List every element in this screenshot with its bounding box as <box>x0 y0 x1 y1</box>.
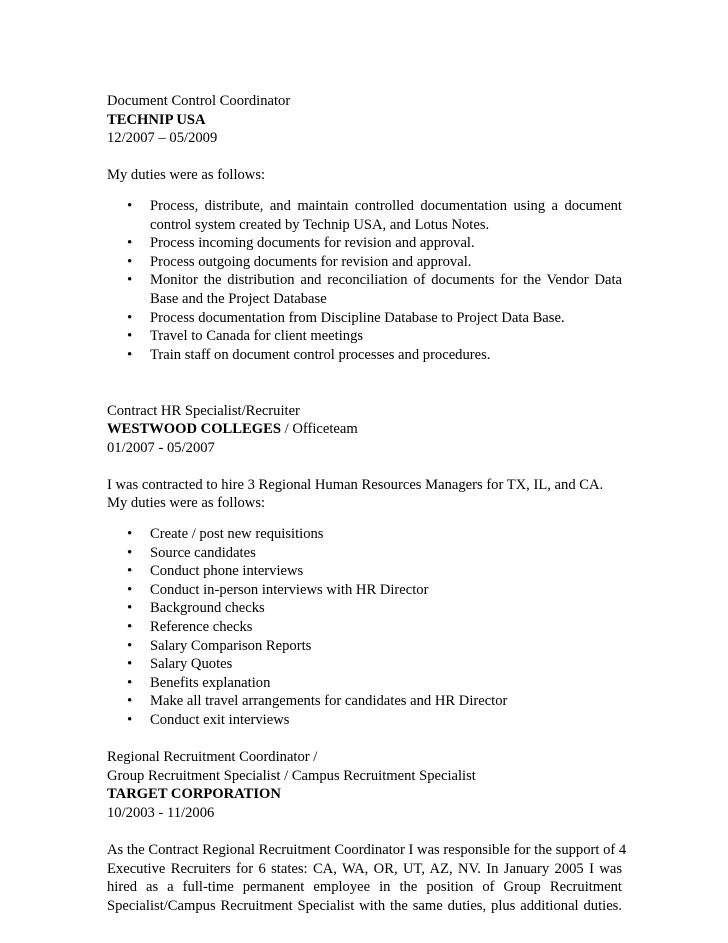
bullet-icon: • <box>127 544 133 561</box>
bullet-icon: • <box>127 526 133 543</box>
bullet-icon: • <box>127 656 133 673</box>
bullet-icon: • <box>127 346 133 363</box>
list-item: • Reference checks <box>127 619 253 636</box>
list-item: • Salary Quotes <box>127 656 233 673</box>
bullet-icon: • <box>127 235 133 252</box>
list-item: • Process outgoing documents for revision and approval. <box>127 253 472 270</box>
list-item: • Source candidates <box>127 544 256 561</box>
list-item: • Conduct in-person interviews with HR Director <box>127 581 429 598</box>
bullet-icon: • <box>127 253 133 270</box>
job3-dates: 10/2003 - 11/2006 <box>107 804 215 821</box>
bullet-icon: • <box>127 272 133 289</box>
bullet-icon: • <box>127 309 133 326</box>
bullet-icon: • <box>127 712 133 728</box>
job1-duties-list <box>107 197 622 364</box>
job3-title: Regional Recruitment Coordinator / <box>107 749 318 766</box>
list-item: • Background checks <box>127 600 265 617</box>
bullet-icon: • <box>127 600 133 617</box>
job3-company: TARGET CORPORATION <box>107 786 281 803</box>
job1-dates: 12/2007 – 05/2009 <box>107 130 218 147</box>
job2-company-suffix: / Officeteam <box>280 421 358 438</box>
list-item: • Benefits explanation <box>127 674 271 691</box>
job3-description: As the Contract Regional Recruitment Coordinator I was responsible for the support of 4 Executive Recruiters for 6 states: CA, WA, OR, UT, AZ, NV. In January 2005 I was hired as a full-time permanent employee in the position of Group Recruitment Specialist/Campus Recruitment Specialist with the same duties, plus additional duties. <box>107 842 627 914</box>
bullet-icon: • <box>127 581 133 598</box>
bullet-icon: • <box>127 328 133 345</box>
list-item: • Process incoming documents for revision and approval. <box>127 235 475 252</box>
job2-intro-duties: My duties were as follows: <box>107 495 266 512</box>
list-item: • Train staff on document control processes and procedures. <box>127 346 491 363</box>
job2-company: WESTWOOD COLLEGES <box>107 421 281 438</box>
list-item: • Salary Comparison Reports <box>127 637 312 654</box>
bullet-icon: • <box>127 674 133 691</box>
job2-title: Contract HR Specialist/Recruiter <box>107 402 300 419</box>
job2-duties-list <box>107 525 622 730</box>
list-item: • Conduct exit interviews <box>127 712 290 728</box>
bullet-icon: • <box>127 619 133 636</box>
bullet-icon: • <box>127 637 133 654</box>
list-item: • Process documentation from Discipline Database to Project Data Base. <box>127 309 565 326</box>
bullet-icon: • <box>127 563 133 580</box>
list-item: • Monitor the distribution and reconciliation of documents for the Vendor Data Base and the Project Database <box>127 272 622 307</box>
list-item: • Process, distribute, and maintain controlled documentation using a document control system created by Technip USA, and Lotus Notes. <box>127 197 622 233</box>
document-page <box>107 92 627 916</box>
bullet-icon: • <box>127 197 133 214</box>
bullet-icon: • <box>127 693 133 710</box>
list-item: • Make all travel arrangements for candidates and HR Director <box>127 693 508 710</box>
job1-company: TECHNIP USA <box>107 111 206 128</box>
list-item: • Conduct phone interviews <box>127 563 304 580</box>
list-item: • Create / post new requisitions <box>127 526 324 543</box>
job3-title-continued: Group Recruitment Specialist / Campus Recruitment Specialist <box>107 767 476 784</box>
job1-intro: My duties were as follows: <box>107 167 266 184</box>
job1-title: Document Control Coordinator <box>107 93 291 109</box>
job2-intro: I was contracted to hire 3 Regional Human Resources Managers for TX, IL, and CA. <box>107 476 604 493</box>
job2-dates: 01/2007 - 05/2007 <box>107 439 215 456</box>
job2-company-line <box>107 420 622 439</box>
list-item: • Travel to Canada for client meetings <box>127 328 364 345</box>
